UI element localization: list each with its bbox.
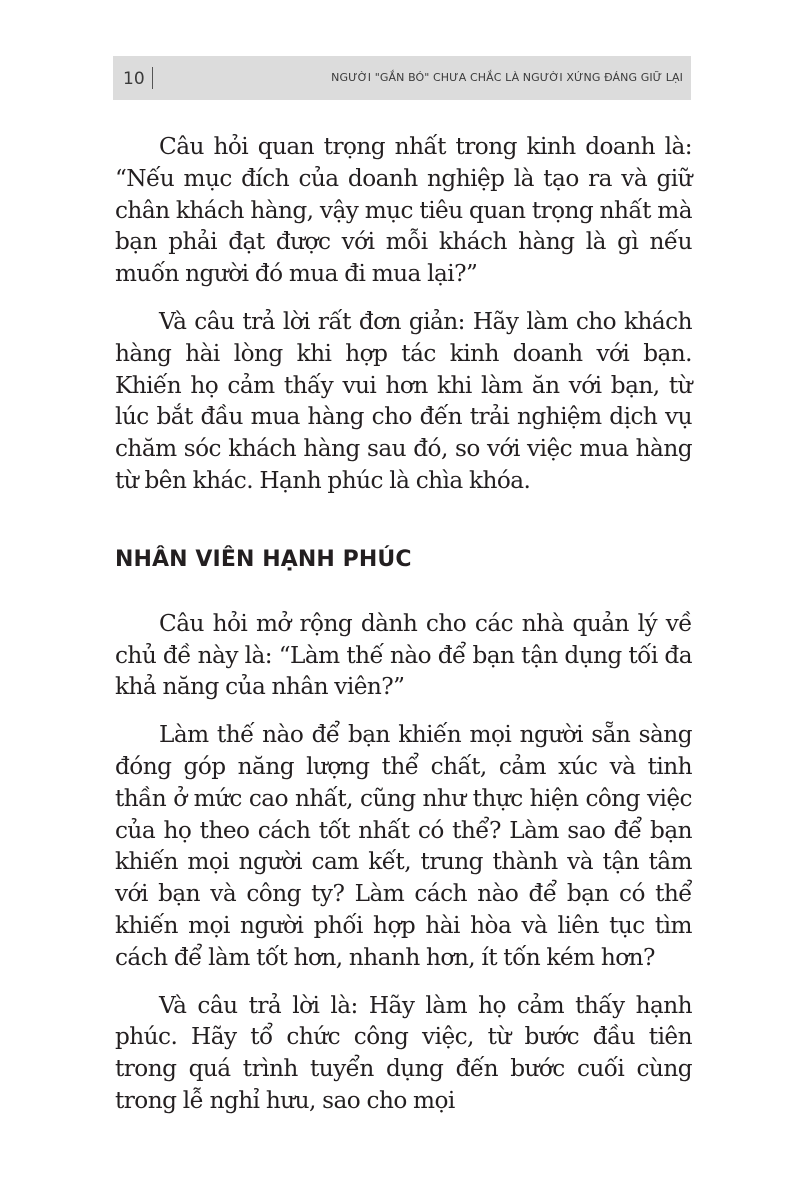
body-paragraph: Câu hỏi mở rộng dành cho các nhà quản lý về chủ đề này là: “Làm thế nào để bạn tận dụng tối đa khả năng của nhân viên?” <box>115 609 692 701</box>
running-header <box>113 56 691 100</box>
body-paragraph: Câu hỏi quan trọng nhất trong kinh doanh là: “Nếu mục đích của doanh nghiệp là tạo ra và giữ chân khách hàng, vậy mục tiêu quan trọng nhất mà bạn phải đạt được với mỗi khách hàng là gì nếu muốn người đó mua đi mua lại?” <box>115 133 692 288</box>
body-paragraph: Làm thế nào để bạn khiến mọi người sẵn sàng đóng góp năng lượng thể chất, cảm xúc và tinh thần ở mức cao nhất, cũng như thực hiện công việc của họ theo cách tốt nhất có thể? Làm sao để bạn khiến mọi người cam kết, trung thành và tận tâm với bạn và công ty? Làm cách nào để bạn có thể khiến mọi người phối hợp hài hòa và liên tục tìm cách để làm tốt hơn, nhanh hơn, ít tốn kém hơn? <box>115 721 692 971</box>
running-title: NGƯỜI "GẮN BÓ" CHƯA CHẮC LÀ NGƯỜI XỨNG ĐÁNG GIỮ LẠI <box>331 71 683 84</box>
page-number: 10 <box>123 69 145 89</box>
section-heading: NHÂN VIÊN HẠNH PHÚC <box>115 546 412 572</box>
section-body <box>115 608 692 1117</box>
page-body <box>115 131 692 1117</box>
body-paragraph: Và câu trả lời là: Hãy làm họ cảm thấy hạnh phúc. Hãy tổ chức công việc, từ bước đầu tiên trong quá trình tuyển dụng đến bước cuối cùng trong lễ nghỉ hưu, sao cho mọi <box>115 991 692 1114</box>
header-divider <box>152 67 153 89</box>
body-paragraph: Và câu trả lời rất đơn giản: Hãy làm cho khách hàng hài lòng khi hợp tác kinh doanh với bạn. Khiến họ cảm thấy vui hơn khi làm ăn với bạn, từ lúc bắt đầu mua hàng cho đến trải nghiệm dịch vụ chăm sóc khách hàng sau đó, so với việc mua hàng từ bên khác. Hạnh phúc là chìa khóa. <box>115 307 692 494</box>
